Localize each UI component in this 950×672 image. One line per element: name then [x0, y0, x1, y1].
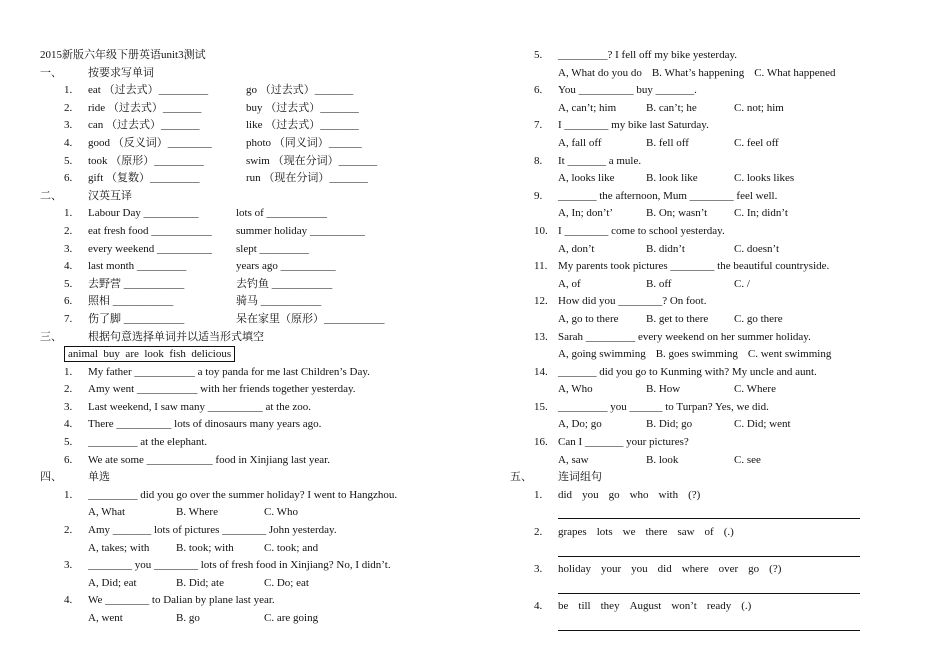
option-a[interactable]: A, Do; go [558, 418, 602, 431]
answer-line-row [510, 544, 930, 562]
mcq-question [40, 487, 460, 505]
item-right-prompt: slept _________ [236, 242, 310, 255]
scrambled-word: who [629, 488, 649, 501]
item-left-prompt: every weekend __________ [88, 242, 213, 255]
mcq-options [510, 241, 930, 259]
option-c[interactable]: C. Where [734, 383, 776, 396]
option-c[interactable]: C. feel off [734, 136, 779, 149]
mcq-options [510, 205, 930, 223]
question-number: 3. [64, 559, 73, 572]
word-bank-box: animal buy are look fish delicious [64, 346, 235, 362]
word-bank-row [40, 346, 460, 364]
item-number: 3. [64, 119, 73, 132]
question-number: 12. [534, 295, 548, 308]
item-left-prompt: 照相 ___________ [88, 295, 174, 308]
mcq-options [40, 504, 460, 522]
option-a[interactable]: A, going swimming [558, 348, 646, 361]
option-c[interactable]: C. Did; went [734, 418, 791, 431]
item-number: 5. [64, 154, 73, 167]
mcq-question [40, 557, 460, 575]
mcq-question [510, 82, 930, 100]
option-b[interactable]: B. look [646, 453, 679, 466]
question-number: 16. [534, 436, 548, 449]
item-number: 4. [64, 136, 73, 149]
answer-line-row [510, 506, 930, 524]
s2-item [40, 205, 460, 223]
s2-item [40, 241, 460, 259]
item-left-prompt: eat （过去式）_________ [88, 84, 209, 97]
item-left-prompt: eat fresh food ___________ [88, 224, 212, 237]
option-a[interactable]: A, fall off [558, 136, 602, 149]
worksheet-title: 2015新版六年级下册英语unit3测试 [40, 49, 206, 61]
item-number: 4. [64, 260, 73, 273]
mcq-options [510, 276, 930, 294]
scrambled-word: ready [706, 600, 732, 613]
item-left-prompt: gift （复数）_________ [88, 172, 200, 185]
item-number: 3. [64, 242, 73, 255]
question-number: 11. [534, 260, 548, 273]
item-number: 7. [64, 312, 73, 325]
option-c[interactable]: C. What happened [754, 66, 836, 79]
mcq-question [510, 329, 930, 347]
s2-item [40, 223, 460, 241]
scrambled-word: till [578, 600, 591, 613]
item-number: 3. [64, 400, 73, 413]
option-c[interactable]: C. In; didn’t [734, 207, 788, 220]
answer-line-row [510, 618, 930, 636]
option-b[interactable]: B. didn’t [646, 242, 685, 255]
item-right-prompt: go （过去式）_______ [246, 84, 354, 97]
question-number: 5. [534, 49, 543, 61]
s1-item [40, 153, 460, 171]
option-c[interactable]: C. Do; eat [264, 576, 309, 589]
scrambled-word: they [600, 600, 620, 613]
mcq-question [510, 188, 930, 206]
scrambled-word: won’t [671, 600, 697, 613]
option-b[interactable]: B. Where [176, 506, 218, 519]
item-number: 5. [64, 436, 73, 449]
option-b[interactable]: B. Did; go [646, 418, 693, 431]
mcq-options [510, 65, 930, 83]
option-a[interactable]: A, saw [558, 453, 589, 466]
mcq-question [510, 399, 930, 417]
question-text: We ________ to Dalian by plane last year. [88, 594, 275, 607]
s1-item [40, 100, 460, 118]
mcq-options [40, 575, 460, 593]
mcq-question [510, 258, 930, 276]
item-number: 4. [64, 418, 73, 431]
item-number: 1. [64, 365, 73, 378]
section-3-heading: 三、 根据句意选择单词并以适当形式填空 [40, 330, 264, 343]
question-number: 15. [534, 400, 548, 413]
answer-line[interactable] [558, 618, 860, 631]
question-text: Amy _______ lots of pictures ________ John yesterday. [88, 524, 337, 537]
question-text: My parents took pictures ________ the beautiful countryside. [558, 260, 830, 273]
s3-sentence [40, 381, 460, 399]
item-right-prompt: 去钓鱼 ___________ [236, 277, 333, 290]
sentence-text: _________ at the elephant. [88, 436, 208, 449]
scrambled-word: your [601, 563, 622, 576]
scrambled-word: where [681, 563, 709, 576]
item-number: 4. [534, 600, 543, 613]
s5-word-group [510, 524, 930, 542]
question-number: 9. [534, 189, 543, 202]
item-right-prompt: 呆在家里（原形）___________ [236, 312, 385, 325]
mcq-options [510, 170, 930, 188]
scrambled-word: lots [596, 526, 613, 539]
item-right-prompt: summer holiday __________ [236, 224, 365, 237]
question-number: 8. [534, 154, 543, 167]
scrambled-word: saw [677, 526, 695, 539]
option-c[interactable]: C. doesn’t [734, 242, 780, 255]
question-number: 4. [64, 594, 73, 607]
s2-item [40, 311, 460, 329]
s2-item [40, 293, 460, 311]
section-1-heading: 一、 按要求写单词 [40, 66, 154, 79]
option-b[interactable]: B. goes swimming [655, 348, 738, 361]
mcq-options [40, 610, 460, 628]
s3-sentence [40, 416, 460, 434]
mcq-question [510, 293, 930, 311]
answer-line[interactable] [558, 506, 860, 519]
option-b[interactable]: B. off [646, 277, 672, 290]
scrambled-word: holiday [558, 563, 591, 576]
mcq-options [510, 416, 930, 434]
mcq-question [510, 364, 930, 382]
mcq-question [40, 522, 460, 540]
scrambled-word: you [582, 488, 599, 501]
option-a[interactable]: A, takes; with [88, 541, 150, 554]
s3-sentence [40, 399, 460, 417]
item-right-prompt: lots of ___________ [236, 207, 328, 220]
item-left-prompt: good （反义词）________ [88, 136, 212, 149]
item-number: 1. [64, 207, 73, 220]
question-text: I ________ my bike last Saturday. [558, 119, 709, 132]
mcq-options [40, 540, 460, 558]
scrambled-word: (?) [769, 563, 782, 576]
answer-line-row [510, 581, 930, 599]
sentence-text: Last weekend, I saw many __________ at the zoo. [88, 400, 311, 413]
question-text: I ________ come to school yesterday. [558, 224, 725, 237]
scrambled-word: go [608, 488, 620, 501]
item-right-prompt: 骑马 ___________ [236, 295, 322, 308]
option-b[interactable]: B. How [646, 383, 681, 396]
option-c[interactable]: C. / [734, 277, 750, 290]
question-text: You __________ buy _______. [558, 84, 697, 97]
section-4-heading: 四、 单选 [40, 471, 110, 484]
scrambled-word: (?) [688, 488, 701, 501]
option-a[interactable]: A, What [88, 506, 126, 519]
question-text: _________ did you go over the summer holiday? I went to Hangzhou. [88, 488, 398, 501]
sentence-text: There __________ lots of dinosaurs many years ago. [88, 418, 322, 431]
option-a[interactable]: A, looks like [558, 172, 615, 185]
option-c[interactable]: C. go there [734, 312, 783, 325]
option-a[interactable]: A, can’t; him [558, 101, 617, 114]
question-text: How did you ________? On foot. [558, 295, 707, 308]
question-text: _______ the afternoon, Mum ________ feel well. [558, 189, 778, 202]
s5-word-group [510, 561, 930, 579]
option-a[interactable]: A, In; don’t’ [558, 207, 614, 220]
option-b[interactable]: B. get to there [646, 312, 709, 325]
mcq-question [40, 592, 460, 610]
item-left-prompt: last month _________ [88, 260, 187, 273]
item-number: 6. [64, 295, 73, 308]
option-b[interactable]: B. took; with [176, 541, 234, 554]
question-text: _________ you ______ to Turpan? Yes, we did. [558, 400, 769, 413]
question-number: 10. [534, 224, 548, 237]
item-number: 2. [64, 383, 73, 396]
mcq-options [510, 381, 930, 399]
option-a[interactable]: A, Who [558, 383, 593, 396]
scrambled-word: did [558, 488, 573, 501]
s3-sentence [40, 452, 460, 470]
mcq-options [510, 100, 930, 118]
item-right-prompt: run （现在分词）_______ [246, 172, 368, 185]
option-a[interactable]: A, of [558, 277, 581, 290]
scrambled-word: August [629, 600, 662, 613]
scrambled-word: be [558, 600, 569, 613]
option-c[interactable]: C. see [734, 453, 761, 466]
item-number: 2. [534, 526, 543, 539]
s5-word-group [510, 487, 930, 505]
scrambled-word: grapes [558, 526, 587, 539]
item-number: 1. [534, 488, 543, 501]
question-text: It _______ a mule. [558, 154, 642, 167]
item-number: 6. [64, 453, 73, 466]
option-b[interactable]: B. Did; ate [176, 576, 224, 589]
item-right-prompt: swim （现在分词）_______ [246, 154, 378, 167]
question-text: ________ you ________ lots of fresh food in Xinjiang? No, I didn’t. [88, 559, 391, 572]
s3-sentence [40, 434, 460, 452]
s1-item [40, 170, 460, 188]
scrambled-word: did [657, 563, 672, 576]
scrambled-word: (.) [741, 600, 752, 613]
scrambled-word: you [631, 563, 648, 576]
s1-item [40, 135, 460, 153]
section-2-heading: 二、 汉英互译 [40, 189, 132, 202]
question-number: 7. [534, 119, 543, 132]
option-b[interactable]: B. go [176, 612, 200, 624]
item-right-prompt: years ago __________ [236, 260, 336, 273]
s2-item [40, 276, 460, 294]
option-c[interactable]: C. looks likes [734, 172, 795, 185]
question-text: Sarah _________ every weekend on her summer holiday. [558, 330, 811, 343]
option-b[interactable]: B. look like [646, 172, 698, 185]
answer-line[interactable] [558, 544, 860, 557]
scrambled-word: go [748, 563, 760, 576]
option-c[interactable]: C. are going [264, 612, 319, 624]
item-left-prompt: Labour Day __________ [88, 207, 199, 220]
section-5-heading: 五、 连词组句 [510, 471, 602, 484]
option-c[interactable]: C. went swimming [747, 348, 832, 361]
item-left-prompt: 伤了脚 ___________ [88, 312, 185, 325]
item-left-prompt: 去野营 ___________ [88, 277, 185, 290]
sentence-text: We ate some ____________ food in Xinjiang last year. [88, 453, 330, 466]
mcq-options [510, 311, 930, 329]
item-number: 5. [64, 277, 73, 290]
s5-word-group [510, 598, 930, 616]
answer-line[interactable] [558, 581, 860, 594]
scrambled-word: over [718, 563, 739, 576]
mcq-question [510, 434, 930, 452]
option-b[interactable]: B. On; wasn’t [646, 207, 708, 220]
s2-item [40, 258, 460, 276]
option-c[interactable]: C. Who [264, 506, 299, 519]
question-text: _______ did you go to Kunming with? My uncle and aunt. [558, 365, 817, 378]
option-a[interactable]: A, What do you do [558, 66, 642, 79]
question-number: 1. [64, 488, 73, 501]
scrambled-word: there [645, 526, 668, 539]
s3-sentence [40, 364, 460, 382]
right-column [510, 47, 930, 636]
scrambled-word: we [622, 526, 636, 539]
option-a[interactable]: A, went [88, 612, 123, 624]
option-c[interactable]: C. took; and [264, 541, 319, 554]
item-number: 2. [64, 224, 73, 237]
item-left-prompt: took （原形）_________ [88, 154, 204, 167]
sentence-text: Amy went ___________ with her friends together yesterday. [88, 383, 356, 396]
option-a[interactable]: A, don’t [558, 242, 595, 255]
option-b[interactable]: B. What’s happening [651, 66, 745, 79]
mcq-options [510, 346, 930, 364]
s1-item [40, 82, 460, 100]
scrambled-word: of [704, 526, 714, 539]
mcq-question [510, 223, 930, 241]
option-a[interactable]: A, Did; eat [88, 576, 137, 589]
item-right-prompt: photo （同义词）______ [246, 136, 362, 149]
left-column [40, 47, 460, 628]
item-number: 3. [534, 563, 543, 576]
question-number: 2. [64, 524, 73, 537]
item-number: 1. [64, 84, 73, 97]
item-left-prompt: can （过去式）_______ [88, 119, 200, 132]
question-number: 13. [534, 330, 548, 343]
mcq-question [510, 117, 930, 135]
option-c[interactable]: C. not; him [734, 101, 784, 114]
item-left-prompt: ride （过去式）_______ [88, 101, 202, 114]
sentence-text: My father ___________ a toy panda for me last Children’s Day. [88, 365, 370, 378]
option-a[interactable]: A, go to there [558, 312, 619, 325]
question-number: 14. [534, 365, 548, 378]
item-number: 6. [64, 172, 73, 185]
mcq-options [510, 452, 930, 470]
option-b[interactable]: B. can’t; he [646, 101, 697, 114]
question-number: 6. [534, 84, 543, 97]
item-number: 2. [64, 101, 73, 114]
item-right-prompt: buy （过去式）_______ [246, 101, 359, 114]
item-right-prompt: like （过去式）_______ [246, 119, 359, 132]
s1-item [40, 117, 460, 135]
mcq-question [510, 47, 930, 65]
question-text: Can I _______ your pictures? [558, 436, 689, 449]
scrambled-word: (.) [723, 526, 734, 539]
option-b[interactable]: B. fell off [646, 136, 689, 149]
mcq-options [510, 135, 930, 153]
scrambled-word: with [658, 488, 679, 501]
question-text: _________? I fell off my bike yesterday. [558, 49, 738, 61]
mcq-question [510, 153, 930, 171]
